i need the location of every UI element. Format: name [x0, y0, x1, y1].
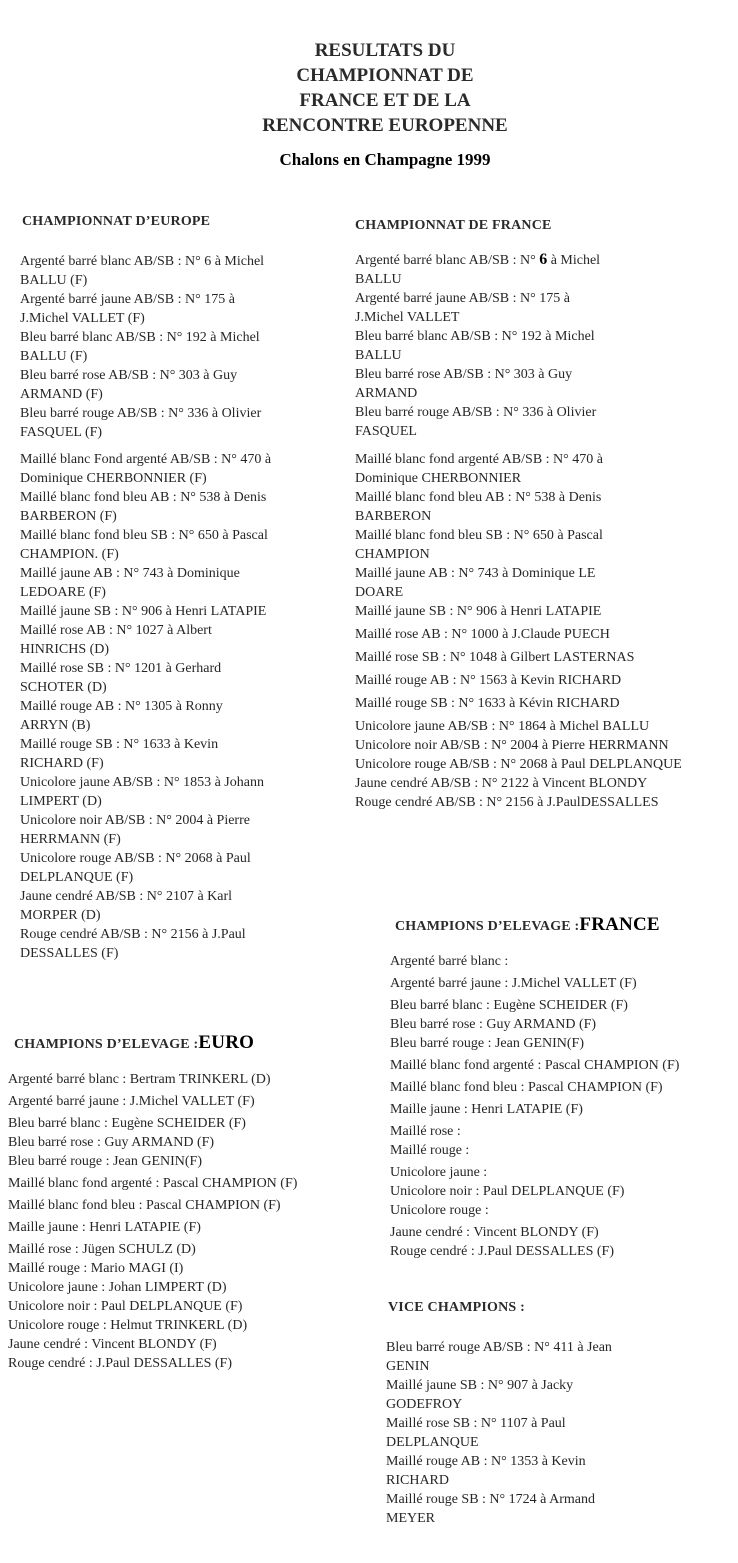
result-entry: Maillé blanc fond argenté AB/SB : N° 470 à Dominique CHERBONNIER — [355, 452, 603, 486]
breeder-entry: Maillé rose : — [390, 1124, 461, 1139]
breeder-entry: Maillé blanc fond bleu : Pascal CHAMPION (F) — [8, 1198, 281, 1213]
result-entry: Maillé blanc fond bleu SB : N° 650 à Pascal CHAMPION — [355, 528, 603, 562]
breeder-entry: Bleu barré rouge : Jean GENIN(F) — [390, 1036, 584, 1051]
result-suffix: à Michel BALLU — [355, 253, 601, 287]
vice-entry: Bleu barré rouge AB/SB : N° 411 à Jean GENIN — [386, 1340, 612, 1374]
breeder-entry: Maillé blanc fond argenté : Pascal CHAMPION (F) — [8, 1176, 298, 1191]
result-entry: Maillé blanc Fond argenté AB/SB : N° 470 à Dominique CHERBONNIER (F) — [20, 452, 272, 486]
title-line: FRANCE ET DE LA — [299, 90, 471, 111]
result-entry: Unicolore rouge AB/SB : N° 2068 à Paul DELPLANQUE — [355, 757, 682, 772]
result-entry: Bleu barré rouge AB/SB : N° 336 à Olivier FASQUEL — [355, 405, 597, 439]
result-entry: Maillé jaune SB : N° 906 à Henri LATAPIE — [20, 604, 267, 619]
europe-championship-heading: CHAMPIONNAT D’EUROPE — [22, 214, 211, 229]
vice-entry: Maillé rose SB : N° 1107 à Paul DELPLANQUE — [386, 1416, 566, 1450]
breeder-entry: Rouge cendré : J.Paul DESSALLES (F) — [8, 1356, 232, 1371]
result-entry: Bleu barré blanc AB/SB : N° 192 à Michel BALLU — [355, 329, 595, 363]
result-entry: Maillé rose SB : N° 1048 à Gilbert LASTERNAS — [355, 650, 635, 665]
result-entry: Jaune cendré AB/SB : N° 2107 à Karl MORPER (D) — [20, 889, 233, 923]
title-line: RESULTATS DU — [314, 40, 456, 61]
breeder-entry: Maillé rouge : — [390, 1143, 470, 1158]
document-subtitle: Chalons en Champagne 1999 — [279, 150, 491, 169]
result-entry: Maillé rouge AB : N° 1305 à Ronny ARRYN (B) — [20, 699, 223, 733]
title-line: CHAMPIONNAT DE — [296, 65, 474, 86]
vice-entry: Maillé jaune SB : N° 907 à Jacky GODEFROY — [386, 1378, 574, 1412]
vice-champions-list — [386, 1338, 731, 1528]
vice-champions-heading: VICE CHAMPIONS : — [388, 1300, 525, 1315]
europe-breeders-list — [8, 1070, 353, 1373]
europe-breeders-heading — [14, 1032, 254, 1054]
breeder-entry: Rouge cendré : J.Paul DESSALLES (F) — [390, 1244, 614, 1259]
heading-suffix: FRANCE — [579, 914, 660, 935]
breeder-entry: Bleu barré rouge : Jean GENIN(F) — [8, 1154, 202, 1169]
result-entry: Argenté barré jaune AB/SB : N° 175 à J.Michel VALLET (F) — [20, 292, 235, 326]
breeder-entry: Argenté barré blanc : Bertram TRINKERL (D) — [8, 1072, 271, 1087]
result-entry: Unicolore jaune AB/SB : N° 1864 à Michel BALLU — [355, 719, 650, 734]
result-entry: Rouge cendré AB/SB : N° 2156 à J.PaulDESSALLES — [355, 795, 659, 810]
breeder-entry: Jaune cendré : Vincent BLONDY (F) — [390, 1225, 599, 1240]
result-entry: Maillé blanc fond bleu SB : N° 650 à Pascal CHAMPION. (F) — [20, 528, 268, 562]
breeder-entry: Unicolore jaune : — [390, 1165, 488, 1180]
breeder-entry: Argenté barré jaune : J.Michel VALLET (F) — [390, 976, 637, 991]
result-entry: Bleu barré rouge AB/SB : N° 336 à Olivier FASQUEL (F) — [20, 406, 262, 440]
document-title — [200, 38, 570, 138]
breeder-entry: Maille jaune : Henri LATAPIE (F) — [390, 1102, 583, 1117]
result-entry: Maillé jaune AB : N° 743 à Dominique LEDOARE (F) — [20, 566, 240, 600]
heading-text: CHAMPIONS D’ELEVAGE : — [14, 1037, 199, 1052]
result-entry — [355, 250, 735, 289]
result-entry: Maillé rouge AB : N° 1563 à Kevin RICHARD — [355, 673, 622, 688]
breeder-entry: Argenté barré blanc : — [390, 954, 509, 969]
france-breeders-heading — [395, 914, 660, 936]
result-entry: Maillé jaune SB : N° 906 à Henri LATAPIE — [355, 604, 602, 619]
result-entry: Maillé blanc fond bleu AB : N° 538 à Denis BARBERON (F) — [20, 490, 267, 524]
vice-entry: Maillé rouge AB : N° 1353 à Kevin RICHARD — [386, 1454, 586, 1488]
result-entry: Bleu barré rose AB/SB : N° 303 à Guy ARMAND (F) — [20, 368, 238, 402]
result-entry: Unicolore rouge AB/SB : N° 2068 à Paul DELPLANQUE (F) — [20, 851, 251, 885]
result-number: 6 — [539, 251, 548, 268]
result-entry: Maillé rouge SB : N° 1633 à Kévin RICHARD — [355, 696, 620, 711]
result-entry: Unicolore noir AB/SB : N° 2004 à Pierre HERRMANN (F) — [20, 813, 250, 847]
breeder-entry: Argenté barré jaune : J.Michel VALLET (F) — [8, 1094, 255, 1109]
result-entry: Maillé blanc fond bleu AB : N° 538 à Denis BARBERON — [355, 490, 602, 524]
breeder-entry: Bleu barré blanc : Eugène SCHEIDER (F) — [390, 998, 628, 1013]
title-line: RENCONTRE EUROPENNE — [262, 115, 508, 136]
result-entry: Maillé rose SB : N° 1201 à Gerhard SCHOTER (D) — [20, 661, 222, 695]
france-championship-heading: CHAMPIONNAT DE FRANCE — [355, 218, 552, 233]
result-entry: Maillé rose AB : N° 1027 à Albert HINRICHS (D) — [20, 623, 212, 657]
heading-suffix: EURO — [198, 1032, 255, 1053]
breeder-entry: Unicolore jaune : Johan LIMPERT (D) — [8, 1280, 227, 1295]
breeder-entry: Jaune cendré : Vincent BLONDY (F) — [8, 1337, 217, 1352]
breeder-entry: Maillé blanc fond bleu : Pascal CHAMPION (F) — [390, 1080, 663, 1095]
breeder-entry: Unicolore rouge : — [390, 1203, 489, 1218]
result-entry: Maillé rouge SB : N° 1633 à Kevin RICHARD (F) — [20, 737, 219, 771]
breeder-entry: Maillé rose : Jügen SCHULZ (D) — [8, 1242, 196, 1257]
result-entry: Bleu barré rose AB/SB : N° 303 à Guy ARMAND — [355, 367, 573, 401]
result-entry: Maillé rose AB : N° 1000 à J.Claude PUECH — [355, 627, 610, 642]
vice-entry: Maillé rouge SB : N° 1724 à Armand MEYER — [386, 1492, 595, 1526]
breeder-entry: Unicolore noir : Paul DELPLANQUE (F) — [8, 1299, 243, 1314]
breeder-entry: Maillé blanc fond argenté : Pascal CHAMPION (F) — [390, 1058, 680, 1073]
result-entry: Maillé jaune AB : N° 743 à Dominique LE DOARE — [355, 566, 596, 600]
breeder-entry: Bleu barré rose : Guy ARMAND (F) — [8, 1135, 215, 1150]
breeder-entry: Bleu barré rose : Guy ARMAND (F) — [390, 1017, 597, 1032]
france-results-list — [355, 250, 735, 812]
result-entry: Unicolore jaune AB/SB : N° 1853 à Johann LIMPERT (D) — [20, 775, 264, 809]
heading-text: CHAMPIONS D’ELEVAGE : — [395, 919, 580, 934]
result-entry: Rouge cendré AB/SB : N° 2156 à J.Paul DESSALLES (F) — [20, 927, 246, 961]
result-entry: Argenté barré jaune AB/SB : N° 175 à J.Michel VALLET — [355, 291, 570, 325]
result-entry: Argenté barré blanc AB/SB : N° 6 à Michel BALLU (F) — [20, 254, 265, 288]
breeder-entry: Unicolore noir : Paul DELPLANQUE (F) — [390, 1184, 625, 1199]
result-entry: Unicolore noir AB/SB : N° 2004 à Pierre HERRMANN — [355, 738, 669, 753]
france-breeders-list — [390, 952, 735, 1264]
europe-results-list — [20, 252, 340, 963]
breeder-entry: Maille jaune : Henri LATAPIE (F) — [8, 1220, 201, 1235]
result-prefix: Argenté barré blanc AB/SB : N° — [355, 253, 536, 268]
result-entry: Jaune cendré AB/SB : N° 2122 à Vincent BLONDY — [355, 776, 648, 791]
breeder-entry: Unicolore rouge : Helmut TRINKERL (D) — [8, 1318, 248, 1333]
breeder-entry: Bleu barré blanc : Eugène SCHEIDER (F) — [8, 1116, 246, 1131]
result-entry: Bleu barré blanc AB/SB : N° 192 à Michel BALLU (F) — [20, 330, 260, 364]
breeder-entry: Maillé rouge : Mario MAGI (I) — [8, 1261, 184, 1276]
